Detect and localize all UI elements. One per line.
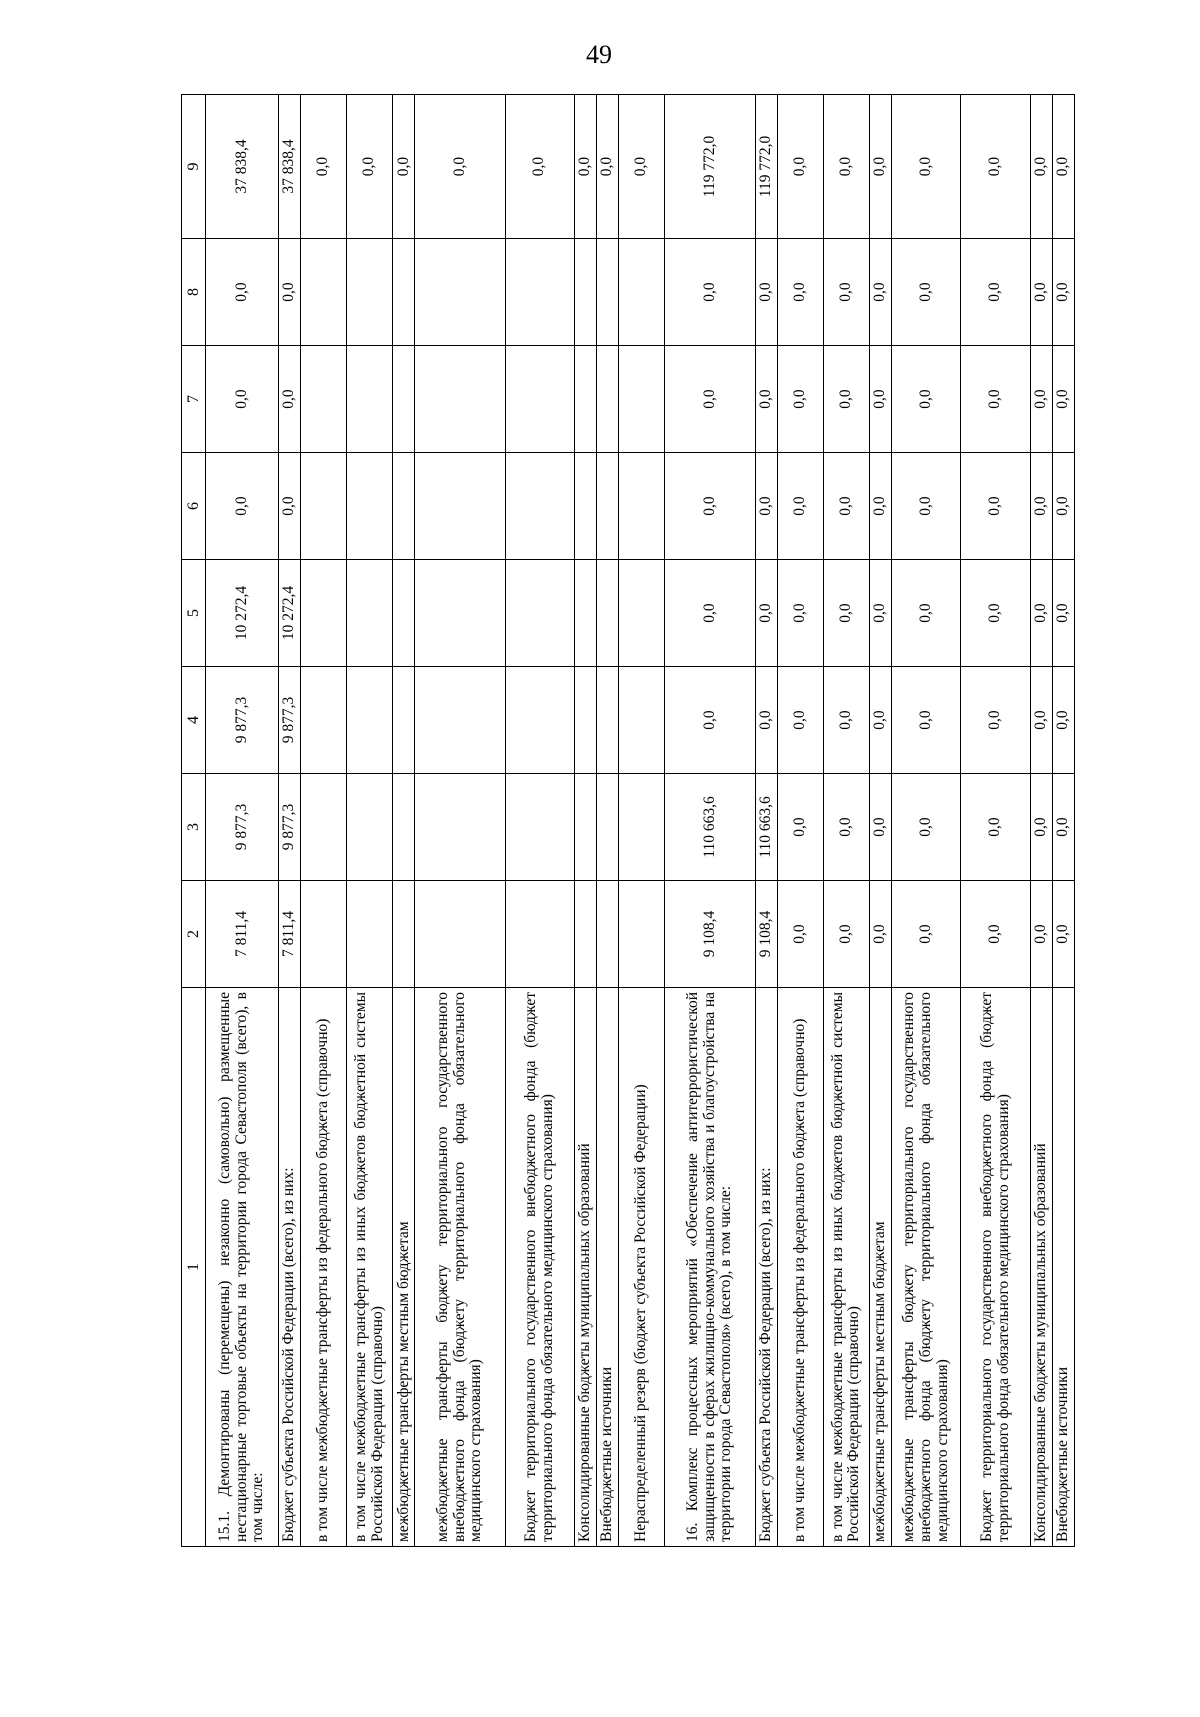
value-cell: 0,0 xyxy=(1030,881,1052,988)
value-cell xyxy=(415,774,505,881)
table-row xyxy=(665,95,755,1547)
value-cell: 0,0 xyxy=(961,453,1030,560)
value-cell: 0,0 xyxy=(961,95,1030,239)
row-description: в том числе межбюджетные трансферты из иных бюджетов бюджетной системы Российской Федерации (справочно) xyxy=(347,988,393,1547)
value-cell: 0,0 xyxy=(1052,667,1074,774)
row-description: межбюджетные трансферты бюджету территориального государственного внебюджетного фонда (бюджету территориального фонда обязательного медицинского страхования) xyxy=(415,988,505,1547)
column-header: 2 xyxy=(182,881,206,988)
table-row xyxy=(393,95,415,1547)
value-cell: 0,0 xyxy=(823,881,869,988)
row-description: Бюджет территориального государственного внебюджетного фонда (бюджет территориального фонда обязательного медицинского страхования) xyxy=(961,988,1030,1547)
table-row xyxy=(347,95,393,1547)
value-cell xyxy=(505,239,574,346)
value-cell xyxy=(347,881,393,988)
value-cell xyxy=(505,453,574,560)
value-cell xyxy=(597,239,619,346)
value-cell xyxy=(300,346,346,453)
value-cell: 0,0 xyxy=(278,346,300,453)
table-row xyxy=(870,95,892,1547)
table-row xyxy=(755,95,777,1547)
value-cell: 0,0 xyxy=(892,239,961,346)
value-cell: 0,0 xyxy=(619,95,665,239)
row-description: межбюджетные трансферты местным бюджетам xyxy=(870,988,892,1547)
value-cell xyxy=(415,453,505,560)
row-description: Внебюджетные источники xyxy=(597,988,619,1547)
value-cell: 0,0 xyxy=(1030,346,1052,453)
value-cell xyxy=(575,881,597,988)
value-cell: 9 877,3 xyxy=(278,667,300,774)
value-cell: 0,0 xyxy=(1052,881,1074,988)
value-cell xyxy=(575,667,597,774)
value-cell: 0,0 xyxy=(823,560,869,667)
value-cell xyxy=(393,453,415,560)
value-cell xyxy=(415,881,505,988)
value-cell: 0,0 xyxy=(961,239,1030,346)
value-cell: 0,0 xyxy=(278,453,300,560)
row-description: Нераспределенный резерв (бюджет субъекта Российской Федерации) xyxy=(619,988,665,1547)
value-cell: 0,0 xyxy=(892,774,961,881)
table-row xyxy=(823,95,869,1547)
value-cell xyxy=(415,239,505,346)
column-header: 7 xyxy=(182,346,206,453)
value-cell: 0,0 xyxy=(755,346,777,453)
value-cell: 0,0 xyxy=(1030,239,1052,346)
value-cell xyxy=(300,774,346,881)
rotated-table-wrapper xyxy=(181,95,1075,1547)
value-cell: 0,0 xyxy=(300,95,346,239)
column-header: 1 xyxy=(182,988,206,1547)
row-description: межбюджетные трансферты местным бюджетам xyxy=(393,988,415,1547)
value-cell xyxy=(619,774,665,881)
row-description: 16. Комплекс процессных мероприятий «Обеспечение антитеррористической защищенности в сферах жилищно-коммунального хозяйства и благоустройства на территории города Севастополя» (всего), в том числе: xyxy=(665,988,755,1547)
value-cell: 9 108,4 xyxy=(755,881,777,988)
value-cell: 0,0 xyxy=(777,239,823,346)
value-cell xyxy=(575,560,597,667)
value-cell: 0,0 xyxy=(206,239,279,346)
value-cell xyxy=(347,239,393,346)
value-cell: 0,0 xyxy=(961,560,1030,667)
page-number: 49 xyxy=(586,40,612,69)
row-description: 15.1. Демонтированы (перемещены) незаконно (самовольно) размещенные нестационарные торговые объекты на территории города Севастополя (всего), в том числе: xyxy=(206,988,279,1547)
table-row xyxy=(415,95,505,1547)
budget-table xyxy=(181,94,1075,1547)
table-row xyxy=(619,95,665,1547)
value-cell: 0,0 xyxy=(777,95,823,239)
table-row xyxy=(300,95,346,1547)
value-cell xyxy=(575,774,597,881)
value-cell: 0,0 xyxy=(892,881,961,988)
value-cell: 0,0 xyxy=(777,560,823,667)
value-cell: 119 772,0 xyxy=(665,95,755,239)
row-description: в том числе межбюджетные трансферты из иных бюджетов бюджетной системы Российской Федерации (справочно) xyxy=(823,988,869,1547)
value-cell xyxy=(597,346,619,453)
value-cell: 0,0 xyxy=(665,560,755,667)
value-cell: 0,0 xyxy=(961,774,1030,881)
value-cell: 0,0 xyxy=(597,95,619,239)
value-cell: 0,0 xyxy=(870,95,892,239)
value-cell: 0,0 xyxy=(870,239,892,346)
value-cell: 0,0 xyxy=(1052,346,1074,453)
value-cell xyxy=(619,239,665,346)
value-cell: 7 811,4 xyxy=(278,881,300,988)
value-cell: 0,0 xyxy=(777,881,823,988)
value-cell: 0,0 xyxy=(961,346,1030,453)
value-cell: 9 108,4 xyxy=(665,881,755,988)
value-cell xyxy=(505,667,574,774)
value-cell xyxy=(393,346,415,453)
value-cell xyxy=(505,881,574,988)
value-cell: 0,0 xyxy=(393,95,415,239)
table-row xyxy=(575,95,597,1547)
value-cell xyxy=(393,560,415,667)
value-cell: 0,0 xyxy=(892,667,961,774)
value-cell: 0,0 xyxy=(870,774,892,881)
row-description: Бюджет субъекта Российской Федерации (всего), из них: xyxy=(278,988,300,1547)
row-description: Внебюджетные источники xyxy=(1052,988,1074,1547)
row-description: Бюджет субъекта Российской Федерации (всего), из них: xyxy=(755,988,777,1547)
value-cell: 0,0 xyxy=(823,774,869,881)
table-row xyxy=(1052,95,1074,1547)
value-cell xyxy=(619,346,665,453)
value-cell xyxy=(393,774,415,881)
value-cell: 10 272,4 xyxy=(206,560,279,667)
value-cell: 0,0 xyxy=(870,881,892,988)
row-description: Бюджет территориального государственного внебюджетного фонда (бюджет территориального фонда обязательного медицинского страхования) xyxy=(505,988,574,1547)
column-header: 3 xyxy=(182,774,206,881)
value-cell: 0,0 xyxy=(415,95,505,239)
value-cell: 0,0 xyxy=(1030,667,1052,774)
value-cell xyxy=(393,881,415,988)
value-cell: 0,0 xyxy=(1030,453,1052,560)
table-row xyxy=(1030,95,1052,1547)
row-description: в том числе межбюджетные трансферты из федерального бюджета (справочно) xyxy=(300,988,346,1547)
value-cell: 0,0 xyxy=(1052,774,1074,881)
value-cell xyxy=(619,453,665,560)
value-cell xyxy=(619,667,665,774)
value-cell: 0,0 xyxy=(665,667,755,774)
header-row xyxy=(182,95,206,1547)
value-cell xyxy=(575,239,597,346)
value-cell xyxy=(415,667,505,774)
value-cell: 0,0 xyxy=(777,453,823,560)
value-cell: 0,0 xyxy=(755,560,777,667)
value-cell: 0,0 xyxy=(870,667,892,774)
value-cell: 0,0 xyxy=(1052,239,1074,346)
value-cell xyxy=(619,560,665,667)
value-cell: 0,0 xyxy=(206,346,279,453)
table-row xyxy=(892,95,961,1547)
value-cell xyxy=(597,453,619,560)
value-cell: 0,0 xyxy=(870,346,892,453)
value-cell: 0,0 xyxy=(823,346,869,453)
column-header: 6 xyxy=(182,453,206,560)
value-cell: 0,0 xyxy=(665,453,755,560)
table-row xyxy=(505,95,574,1547)
value-cell xyxy=(300,881,346,988)
value-cell: 0,0 xyxy=(1030,774,1052,881)
value-cell xyxy=(597,667,619,774)
value-cell: 0,0 xyxy=(755,453,777,560)
value-cell: 0,0 xyxy=(961,667,1030,774)
value-cell: 0,0 xyxy=(892,453,961,560)
value-cell: 0,0 xyxy=(206,453,279,560)
value-cell: 9 877,3 xyxy=(278,774,300,881)
row-description: в том числе межбюджетные трансферты из федерального бюджета (справочно) xyxy=(777,988,823,1547)
value-cell: 0,0 xyxy=(1052,453,1074,560)
value-cell: 0,0 xyxy=(892,560,961,667)
value-cell: 0,0 xyxy=(870,560,892,667)
value-cell xyxy=(300,453,346,560)
column-header: 9 xyxy=(182,95,206,239)
value-cell: 0,0 xyxy=(823,667,869,774)
value-cell xyxy=(347,667,393,774)
table-row xyxy=(206,95,279,1547)
value-cell: 0,0 xyxy=(961,881,1030,988)
value-cell xyxy=(505,346,574,453)
column-header: 4 xyxy=(182,667,206,774)
value-cell xyxy=(597,881,619,988)
value-cell: 0,0 xyxy=(278,239,300,346)
value-cell: 0,0 xyxy=(870,453,892,560)
value-cell: 119 772,0 xyxy=(755,95,777,239)
value-cell: 0,0 xyxy=(347,95,393,239)
value-cell xyxy=(505,774,574,881)
row-description: Консолидированные бюджеты муниципальных образований xyxy=(575,988,597,1547)
table-row xyxy=(597,95,619,1547)
value-cell xyxy=(415,346,505,453)
value-cell: 0,0 xyxy=(1030,95,1052,239)
value-cell: 7 811,4 xyxy=(206,881,279,988)
value-cell xyxy=(415,560,505,667)
table-row xyxy=(777,95,823,1547)
value-cell: 0,0 xyxy=(665,239,755,346)
value-cell xyxy=(347,774,393,881)
value-cell: 0,0 xyxy=(823,453,869,560)
value-cell: 0,0 xyxy=(892,346,961,453)
value-cell: 0,0 xyxy=(755,239,777,346)
value-cell: 37 838,4 xyxy=(278,95,300,239)
table-row xyxy=(278,95,300,1547)
value-cell: 10 272,4 xyxy=(278,560,300,667)
value-cell: 0,0 xyxy=(505,95,574,239)
value-cell: 0,0 xyxy=(777,346,823,453)
value-cell: 0,0 xyxy=(892,95,961,239)
value-cell: 9 877,3 xyxy=(206,667,279,774)
value-cell xyxy=(393,667,415,774)
value-cell xyxy=(347,453,393,560)
value-cell: 0,0 xyxy=(665,346,755,453)
value-cell xyxy=(300,667,346,774)
value-cell: 0,0 xyxy=(823,95,869,239)
value-cell: 0,0 xyxy=(777,774,823,881)
value-cell xyxy=(575,346,597,453)
value-cell xyxy=(597,560,619,667)
column-header: 5 xyxy=(182,560,206,667)
row-description: межбюджетные трансферты бюджету территориального государственного внебюджетного фонда (бюджету территориального фонда обязательного медицинского страхования) xyxy=(892,988,961,1547)
value-cell xyxy=(347,560,393,667)
value-cell xyxy=(300,239,346,346)
column-header: 8 xyxy=(182,239,206,346)
value-cell: 0,0 xyxy=(575,95,597,239)
row-description: Консолидированные бюджеты муниципальных образований xyxy=(1030,988,1052,1547)
table-row xyxy=(961,95,1030,1547)
value-cell: 0,0 xyxy=(1052,560,1074,667)
value-cell xyxy=(575,453,597,560)
value-cell: 0,0 xyxy=(1052,95,1074,239)
value-cell: 0,0 xyxy=(755,667,777,774)
value-cell: 110 663,6 xyxy=(665,774,755,881)
value-cell: 37 838,4 xyxy=(206,95,279,239)
value-cell: 0,0 xyxy=(823,239,869,346)
value-cell: 0,0 xyxy=(1030,560,1052,667)
value-cell xyxy=(393,239,415,346)
value-cell xyxy=(505,560,574,667)
value-cell: 110 663,6 xyxy=(755,774,777,881)
value-cell: 9 877,3 xyxy=(206,774,279,881)
value-cell xyxy=(300,560,346,667)
value-cell xyxy=(619,881,665,988)
value-cell: 0,0 xyxy=(777,667,823,774)
value-cell xyxy=(597,774,619,881)
value-cell xyxy=(347,346,393,453)
